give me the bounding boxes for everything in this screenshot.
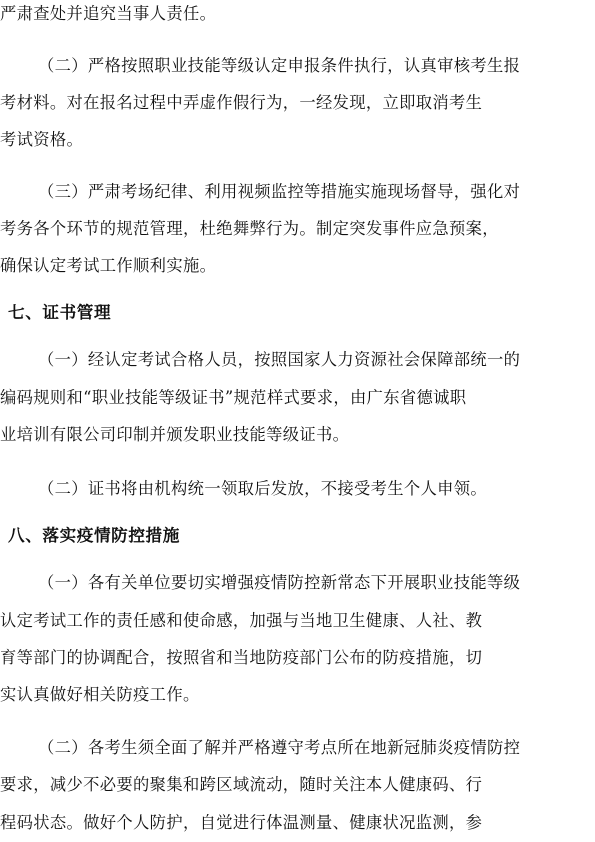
paragraph-7-line-1: （二）各考生须全面了解并严格遵守考点所在地新冠肺炎疫情防控 (38, 738, 521, 757)
paragraph-6-line-1: （一）各有关单位要切实增强疫情防控新常态下开展职业技能等级 (38, 573, 521, 592)
paragraph-6-line-3: 育等部门的协调配合，按照省和当地防疫部门公布的防疫措施，切 (0, 648, 483, 667)
paragraph-7-line-3: 程码状态。做好个人防护，自觉进行体温测量、健康状况监测，参 (0, 813, 483, 832)
paragraph-2-line-1: （二）严格按照职业技能等级认定申报条件执行，认真审核考生报 (38, 56, 521, 75)
paragraph-2-line-2: 考材料。对在报名过程中弄虚作假行为，一经发现，立即取消考生 (0, 93, 483, 112)
paragraph-2-line-3: 考试资格。 (0, 130, 84, 149)
section-heading-certificate: 七、证书管理 (8, 303, 112, 322)
paragraph-3-line-2: 考务各个环节的规范管理，杜绝舞弊行为。制定突发事件应急预案， (0, 219, 499, 238)
paragraph-4-line-3: 业培训有限公司印制并颁发职业技能等级证书。 (0, 425, 350, 444)
paragraph-3-line-3: 确保认定考试工作顺利实施。 (0, 256, 217, 275)
paragraph-6-line-2: 认定考试工作的责任感和使命感，加强与当地卫生健康、人社、教 (0, 611, 483, 630)
paragraph-4-line-1: （一）经认定考试合格人员，按照国家人力资源社会保障部统一的 (38, 350, 521, 369)
text-line-1: 严肃查处并追究当事人责任。 (0, 4, 217, 23)
paragraph-3-line-1: （三）严肃考场纪律、利用视频监控等措施实施现场督导，强化对 (38, 182, 521, 201)
paragraph-5-line-1: （二）证书将由机构统一领取后发放，不接受考生个人申领。 (38, 479, 488, 498)
paragraph-6-line-4: 实认真做好相关防疫工作。 (0, 685, 200, 704)
section-heading-epidemic: 八、落实疫情防控措施 (8, 526, 180, 545)
paragraph-7-line-2: 要求，减少不必要的聚集和跨区域流动，随时关注本人健康码、行 (0, 775, 483, 794)
paragraph-4-line-2: 编码规则和“职业技能等级证书”规范样式要求，由广东省德诚职 (0, 388, 467, 407)
